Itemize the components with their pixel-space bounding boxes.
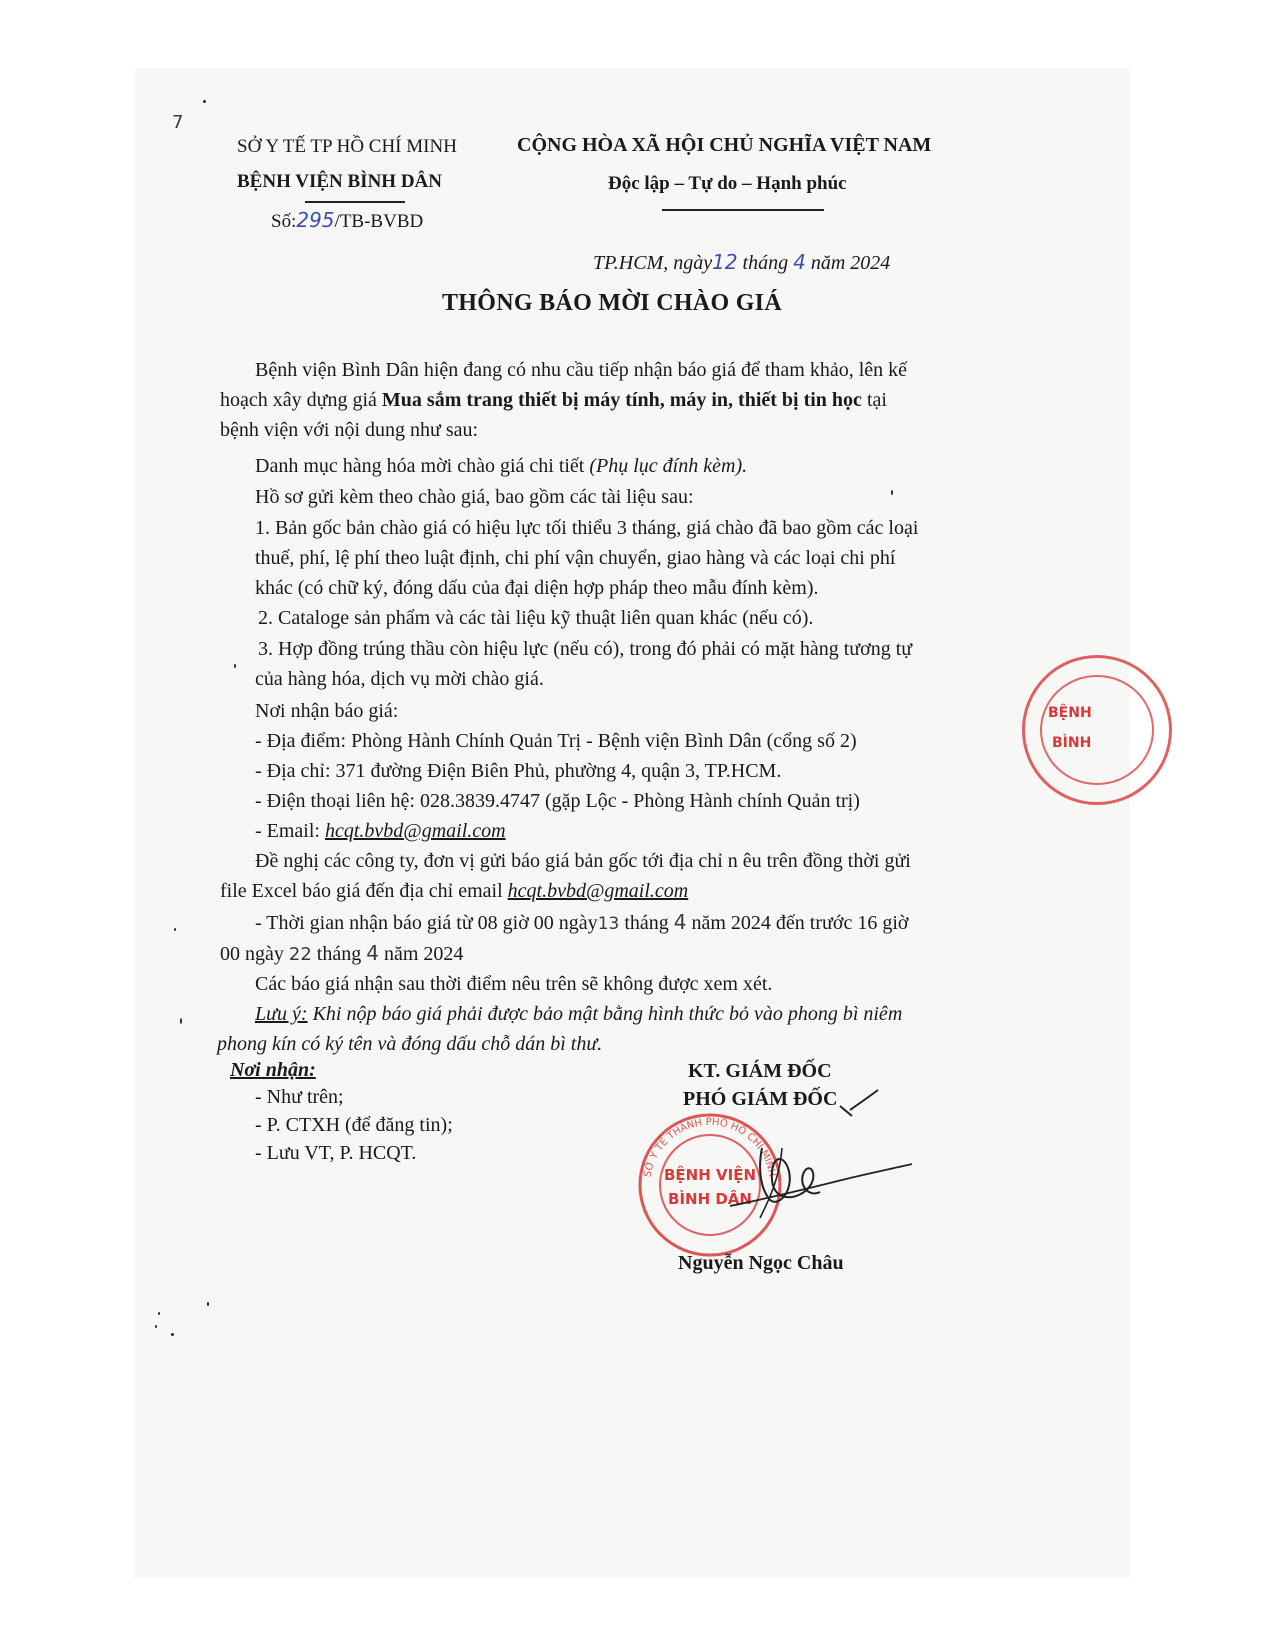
period-month-label: tháng — [624, 912, 669, 934]
receive-phone: - Điện thoại liên hệ: 028.3839.4747 (gặp Lộc - Phòng Hành chính Quản trị) — [255, 790, 860, 812]
hospital-underline — [305, 201, 405, 203]
request-line-2-text: file Excel báo giá đến địa chỉ email — [220, 880, 508, 902]
receive-heading: Nơi nhận báo giá: — [255, 700, 399, 722]
document-title: THÔNG BÁO MỜI CHÀO GIÁ — [442, 290, 782, 316]
catalog-line — [255, 451, 747, 481]
stamp-line-2: BÌNH DÂN — [668, 1190, 752, 1208]
date-month: 4 — [793, 250, 806, 274]
stamp-line-1: BỆNH VIỆN — [664, 1166, 756, 1184]
period-start-day: 13 — [597, 914, 620, 934]
partial-stamp-line-2: BÌNH — [1052, 735, 1092, 751]
date-month-label: tháng — [742, 252, 789, 274]
procurement-subject: Mua sắm trang thiết bị máy tính, máy in, thiết bị tin học — [381, 389, 862, 411]
date-prefix: TP.HCM, ngày — [593, 252, 713, 274]
period-start-month: 4 — [673, 910, 687, 934]
recipient-item: - P. CTXH (để đăng tin); — [255, 1114, 453, 1136]
document-number — [271, 208, 423, 233]
scan-speck — [207, 1302, 209, 1306]
note-text-1: Khi nộp báo giá phải được bảo mật bằng hình thức bỏ vào phong bì niêm — [307, 1003, 903, 1025]
receive-email-line — [255, 816, 506, 846]
item-3-line-1: 3. Hợp đồng trúng thầu còn hiệu lực (nếu có), trong đó phải có mặt hàng tương tự — [258, 638, 913, 660]
recipient-item: - Lưu VT, P. HCQT. — [255, 1142, 417, 1164]
note-line-1 — [255, 999, 902, 1029]
item-2: 2. Cataloge sản phẩm và các tài liệu kỹ thuật liên quan khác (nếu có). — [258, 607, 814, 629]
intro-line-1: Bệnh viện Bình Dân hiện đang có nhu cầu tiếp nhận báo giá để tham khảo, lên kế — [255, 359, 908, 381]
late-notice: Các báo giá nhận sau thời điểm nêu trên sẽ không được xem xét. — [255, 973, 773, 995]
period-end-month-label: tháng — [316, 943, 362, 965]
documents-intro: Hồ sơ gửi kèm theo chào giá, bao gồm các tài liệu sau: — [255, 486, 694, 508]
handwritten-signature — [700, 1088, 920, 1258]
scan-speck — [171, 1333, 174, 1336]
document-date — [593, 250, 890, 275]
email-label: - Email: — [255, 820, 325, 842]
signatory-name: Nguyễn Ngọc Châu — [678, 1252, 844, 1274]
scan-speck — [891, 490, 893, 495]
item-3-line-2: của hàng hóa, dịch vụ mời chào giá. — [255, 668, 544, 690]
item-1-line-3: khác (có chữ ký, đóng dấu của đại diện hợp pháp theo mẫu đính kèm). — [255, 577, 819, 599]
receive-address: - Địa chỉ: 371 đường Điện Biên Phủ, phường 4, quận 3, TP.HCM. — [255, 760, 782, 782]
intro-line-3: bệnh viện với nội dung như sau: — [220, 419, 479, 441]
period-end-day: 22 — [288, 944, 312, 965]
signature-title-1: KT. GIÁM ĐỐC — [688, 1060, 832, 1082]
period-start-text: - Thời gian nhận báo giá từ 08 giờ 00 ngày — [255, 912, 598, 934]
catalog-text: Danh mục hàng hóa mời chào giá chi tiết — [255, 455, 590, 477]
note-line-2: phong kín có ký tên và đóng dấu chỗ dán bì thư. — [217, 1033, 603, 1055]
period-line-2 — [220, 938, 463, 970]
date-day: 12 — [712, 250, 738, 274]
note-label: Lưu ý: — [255, 1003, 308, 1025]
motto-underline — [662, 209, 824, 211]
signature-title-2: PHÓ GIÁM ĐỐC — [683, 1088, 838, 1110]
hospital-name: BỆNH VIỆN BÌNH DÂN — [237, 171, 442, 192]
stamp-ring-text: SỞ Y TẾ THÀNH PHỐ HỒ CHÍ MINH — [642, 1116, 778, 1179]
period-end-year: năm 2024 — [383, 943, 464, 965]
period-line-1 — [255, 907, 908, 939]
scan-speck — [203, 100, 206, 103]
number-handwritten: 295 — [296, 208, 335, 232]
scan-speck — [234, 664, 236, 668]
partial-stamp — [1022, 655, 1092, 805]
request-line-1: Đề nghị các công ty, đơn vị gửi báo giá bản gốc tới địa chỉ n êu trên đồng thời gửi — [255, 850, 911, 872]
motto: Độc lập – Tự do – Hạnh phúc — [608, 173, 847, 194]
recipient-item: - Như trên; — [255, 1086, 344, 1108]
partial-stamp-line-1: BỆNH — [1048, 705, 1092, 721]
republic-heading: CỘNG HÒA XÃ HỘI CHỦ NGHĨA VIỆT NAM — [517, 134, 932, 156]
department-name: SỞ Y TẾ TP HỒ CHÍ MINH — [237, 136, 457, 157]
scan-speck — [180, 1018, 182, 1024]
margin-mark: 7 — [172, 112, 184, 133]
scan-speck — [158, 1312, 160, 1315]
recipients-heading — [230, 1059, 316, 1082]
period-end-text: năm 2024 đến trước 16 giờ — [691, 912, 909, 934]
receive-location: - Địa điểm: Phòng Hành Chính Quản Trị - Bệnh viện Bình Dân (cổng số 2) — [255, 730, 857, 752]
catalog-appendix: (Phụ lục đính kèm). — [589, 455, 748, 477]
request-email-link[interactable]: hcqt.bvbd@gmail.com — [507, 880, 689, 902]
email-link[interactable]: hcqt.bvbd@gmail.com — [324, 820, 506, 842]
period-end-month: 4 — [366, 941, 379, 965]
scan-speck — [174, 928, 176, 931]
date-year: năm 2024 — [810, 252, 891, 274]
recipients-heading-text: Nơi nhận: — [230, 1059, 316, 1081]
intro-line-2-start: hoạch xây dựng giá — [220, 389, 382, 411]
scan-speck — [155, 1325, 157, 1328]
intro-line-2 — [220, 385, 887, 415]
request-line-2 — [220, 876, 688, 906]
number-suffix: /TB-BVBD — [334, 211, 424, 232]
item-1-line-1: 1. Bản gốc bản chào giá có hiệu lực tối thiểu 3 tháng, giá chào đã bao gồm các loại — [255, 517, 919, 539]
item-1-line-2: thuế, phí, lệ phí theo luật định, chi phí vận chuyển, giao hàng và các loại chi phí — [255, 547, 896, 569]
period-end-hour: 00 ngày — [220, 943, 284, 965]
number-prefix: Số: — [271, 211, 297, 232]
intro-line-2-end: tại — [861, 389, 887, 411]
